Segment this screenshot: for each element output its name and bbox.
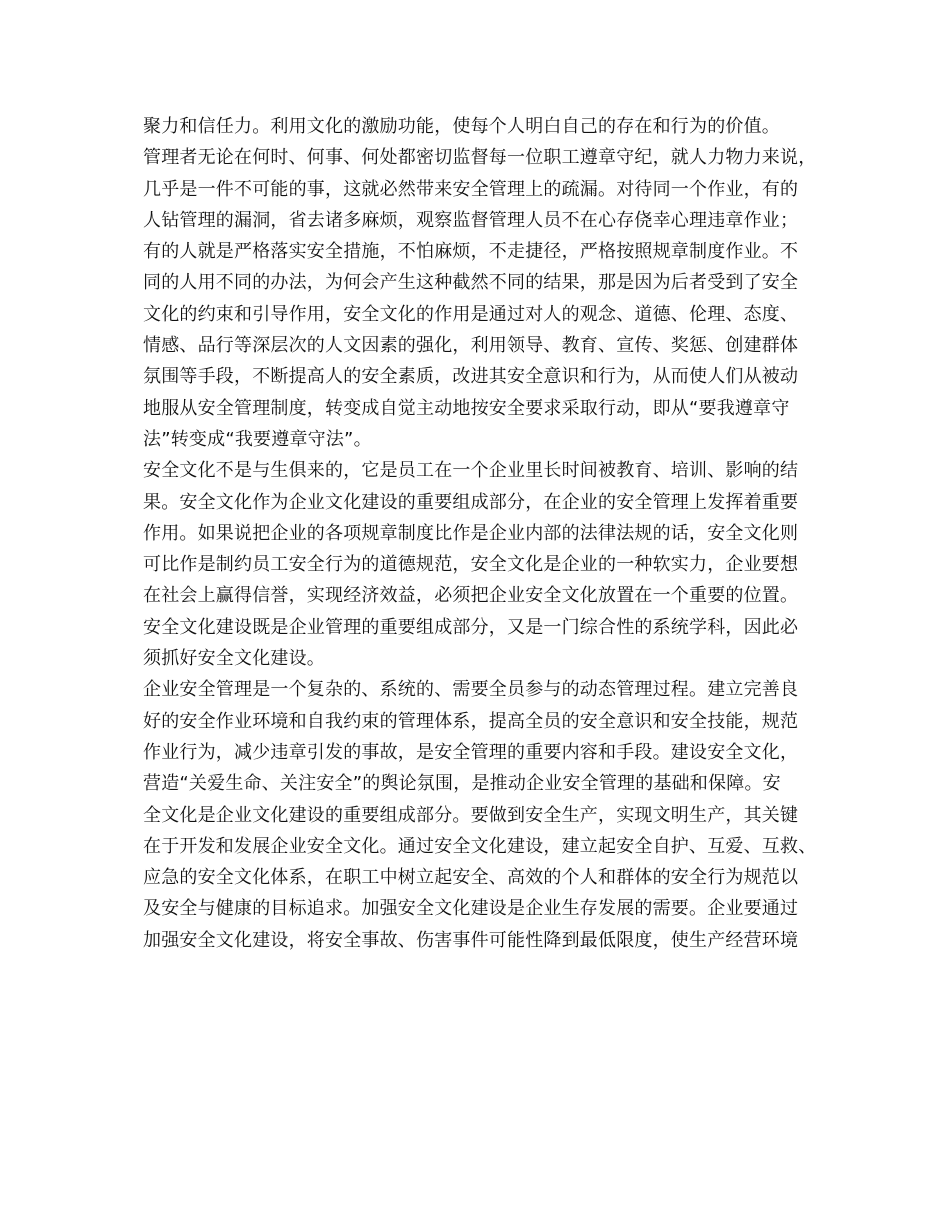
text-line: 可比作是制约员工安全行为的道德规范，安全文化是企业的一种软实力，企业要想 [143, 554, 799, 576]
text-line: 同的人用不同的办法，为何会产生这种截然不同的结果，那是因为后者受到了安全 [143, 272, 799, 294]
text-line: 营造“关爱生命、关注安全”的舆论氛围，是推动企业安全管理的基础和保障。安 [143, 773, 781, 795]
text-line: 文化的约束和引导作用，安全文化的作用是通过对人的观念、道德、伦理、态度、 [143, 303, 799, 325]
text-line: 应急的安全文化体系，在职工中树立起安全、高效的个人和群体的安全行为规范以 [143, 867, 799, 889]
text-line: 情感、品行等深层次的人文因素的强化，利用领导、教育、宣传、奖惩、创建群体 [143, 335, 799, 357]
text-line: 人钻管理的漏洞，省去诸多麻烦，观察监督管理人员不在心存侥幸心理违章作业； [143, 209, 799, 231]
text-line: 加强安全文化建设，将安全事故、伤害事件可能性降到最低限度，使生产经营环境 [143, 929, 799, 951]
text-line: 安全文化建设既是企业管理的重要组成部分，又是一门综合性的系统学科，因此必 [143, 616, 799, 638]
text-line: 在社会上赢得信誉，实现经济效益，必须把企业安全文化放置在一个重要的位置。 [143, 585, 799, 607]
text-line: 地服从安全管理制度，转变成自觉主动地按安全要求采取行动，即从“要我遵章守 [143, 397, 790, 419]
text-line: 果。安全文化作为企业文化建设的重要组成部分，在企业的安全管理上发挥着重要 [143, 491, 799, 513]
text-line: 在于开发和发展企业安全文化。通过安全文化建设，建立起安全自护、互爱、互救、 [143, 835, 817, 857]
text-line: 企业安全管理是一个复杂的、系统的、需要全员参与的动态管理过程。建立完善良 [143, 679, 799, 701]
text-line: 管理者无论在何时、何事、何处都密切监督每一位职工遵章守纪，就人力物力来说， [143, 147, 817, 169]
text-line: 聚力和信任力。利用文化的激励功能，使每个人明白自己的存在和行为的价值。 [143, 116, 780, 137]
text-line: 须抓好安全文化建设。 [143, 648, 325, 670]
text-line: 法”转变成“我要遵章守法”。 [143, 428, 372, 450]
text-line: 作用。如果说把企业的各项规章制度比作是企业内部的法律法规的话，安全文化则 [143, 522, 799, 544]
text-line: 有的人就是严格落实安全措施，不怕麻烦，不走捷径，严格按照规章制度作业。不 [143, 241, 799, 263]
text-line: 好的安全作业环境和自我约束的管理体系，提高全员的安全意识和安全技能，规范 [143, 710, 799, 732]
text-line: 及安全与健康的目标追求。加强安全文化建设是企业生存发展的需要。企业要通过 [143, 898, 799, 920]
text-line: 几乎是一件不可能的事，这就必然带来安全管理上的疏漏。对待同一个作业，有的 [143, 178, 799, 200]
text-line: 氛围等手段，不断提高人的安全素质，改进其安全意识和行为，从而使人们从被动 [143, 366, 799, 388]
document-body [143, 111, 843, 956]
text-line: 安全文化不是与生俱来的，它是员工在一个企业里长时间被教育、培训、影响的结 [143, 460, 799, 482]
text-line: 全文化是企业文化建设的重要组成部分。要做到安全生产，实现文明生产，其关键 [143, 804, 799, 826]
text-line: 作业行为，减少违章引发的事故，是安全管理的重要内容和手段。建设安全文化， [143, 741, 799, 763]
